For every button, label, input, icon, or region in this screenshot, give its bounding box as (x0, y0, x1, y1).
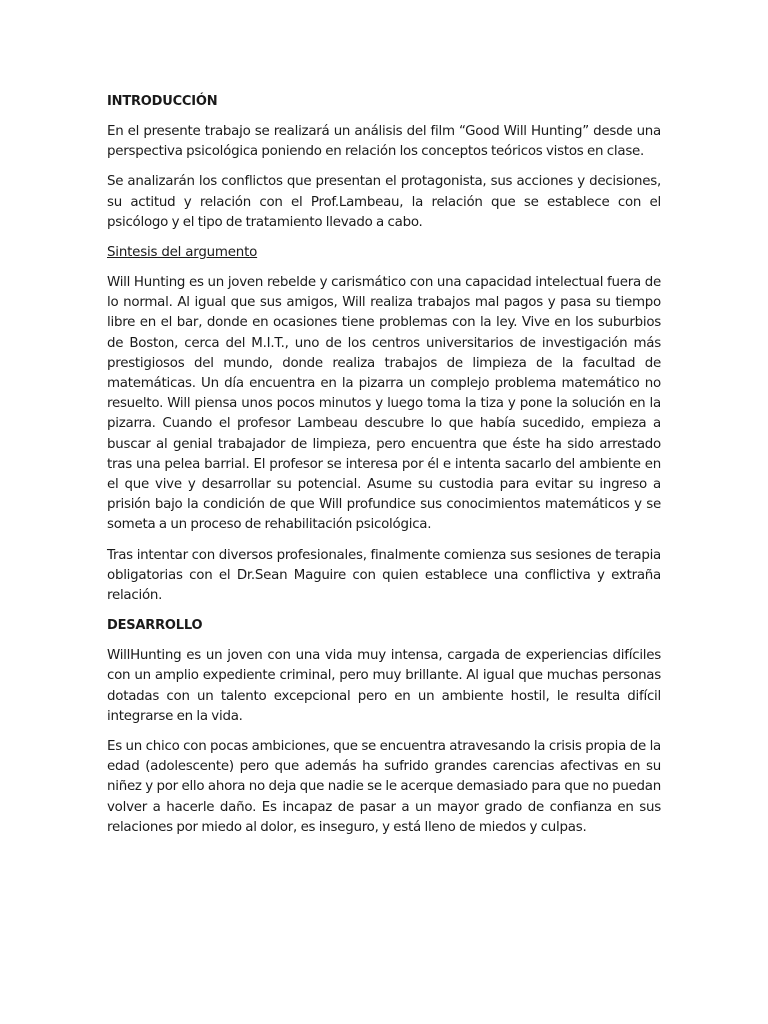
development-paragraph: WillHunting es un joven con una vida muy intensa, cargada de experiencias difíciles con un amplio expediente criminal, pero muy brillante. Al igual que muchas personas dotadas con un talento excepcional pero en un ambiente hostil, le resulta difícil integrarse en la vida. (107, 648, 661, 724)
synopsis-paragraph: Tras intentar con diversos profesionales, finalmente comienza sus sesiones de terapia obligatorias con el Dr.Sean Maguire con quien establece una conflictiva y extraña relación. (107, 547, 661, 604)
synopsis-paragraph: Will Hunting es un joven rebelde y carismático con una capacidad intelectual fuera de lo normal. Al igual que sus amigos, Will realiza trabajos mal pagos y pasa su tiempo libre en el bar, donde en ocasiones tiene problemas con la ley. Vive en los suburbios de Boston, cerca del M.I.T., uno de los centros universitarios de investigación más prestigiosos del mundo, donde realiza trabajos de limpieza de la facultad de matemáticas. Un día encuentra en la pizarra un complejo problema matemático no resuelto. Will piensa unos pocos minutos y luego toma la tiza y pone la solución en la pizarra. Cuando el profesor Lambeau descubre lo que había sucedido, empieza a buscar al genial trabajador de limpieza, pero encuentra que éste ha sido arrestado tras una pelea barrial. El profesor se interesa por él e intenta sacarlo del ambiente en el que vive y desarrollar su potencial. Asume su custodia para evitar su ingreso a prisión bajo la condición de que Will profundice sus conocimientos matemáticos y se someta a un proceso de rehabilitación psicológica. (107, 275, 661, 533)
development-heading: DESARROLLO (107, 618, 203, 634)
intro-paragraph: Se analizarán los conflictos que presentan el protagonista, sus acciones y decisiones, su actitud y relación con el Prof.Lambeau, la relación que se establece con el psicólogo y el tipo de tratamiento llevado a cabo. (107, 174, 661, 230)
document-body (107, 92, 661, 848)
intro-paragraph: En el presente trabajo se realizará un análisis del film “Good Will Hunting” desde una perspectiva psicológica poniendo en relación los conceptos teóricos vistos en clase. (107, 124, 661, 160)
development-paragraph: Es un chico con pocas ambiciones, que se encuentra atravesando la crisis propia de la edad (adolescente) pero que además ha sufrido grandes carencias afectivas en su niñez y por ello ahora no deja que nadie se le acerque demasiado para que no puedan volver a hacerle daño. Es incapaz de pasar a un mayor grado de confianza en sus relaciones por miedo al dolor, es inseguro, y está lleno de miedos y culpas. (107, 739, 661, 835)
intro-heading: INTRODUCCIÓN (107, 94, 218, 109)
synopsis-heading: Sintesis del argumento (107, 245, 258, 261)
